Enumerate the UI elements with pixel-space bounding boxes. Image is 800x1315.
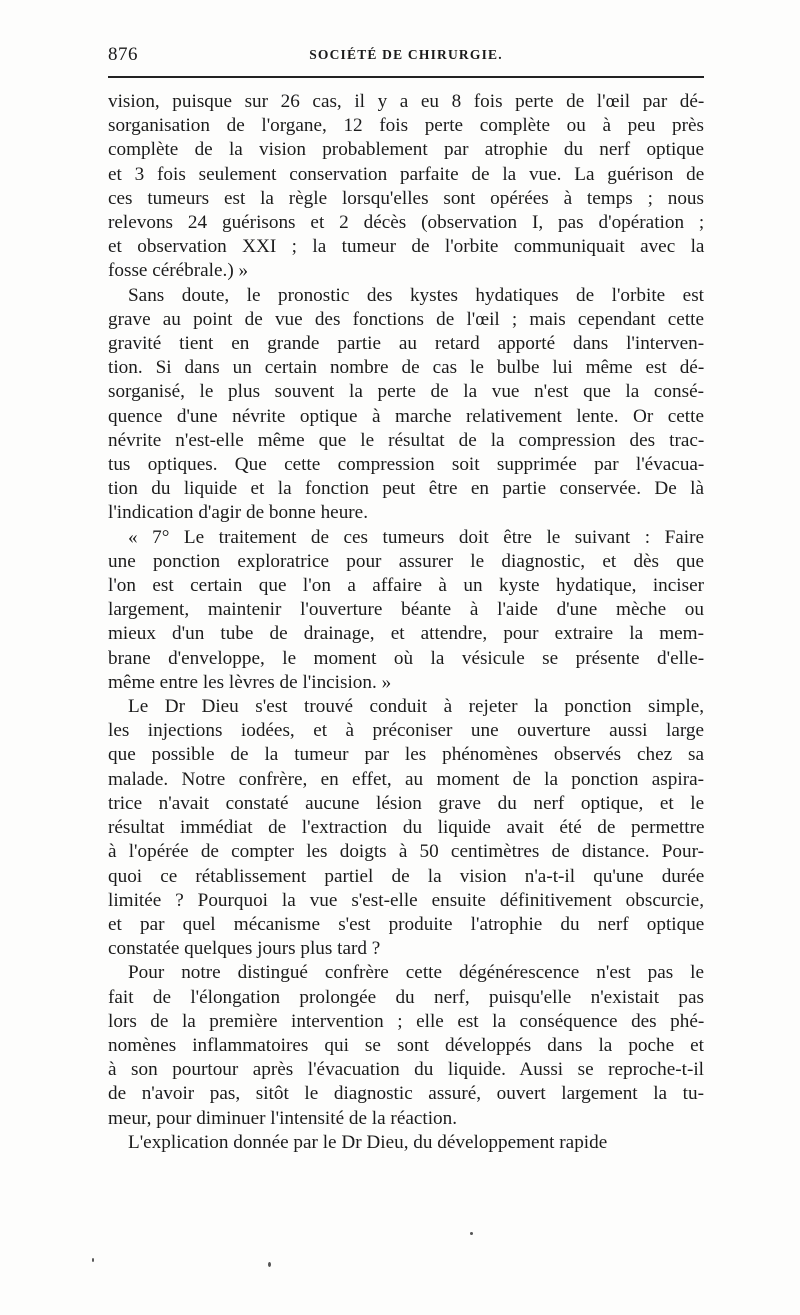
text-line: même entre les lèvres de l'incision. » (108, 671, 392, 693)
text-line: fosse cérébrale.) » (108, 260, 249, 282)
page-number: 876 (108, 44, 138, 65)
text-line: vision, puisque sur 26 cas, il y a eu 8 fois perte de l'œil par dé- (108, 91, 705, 112)
text-line: Pour notre distingué confrère cette dégénérescence n'est pas le (128, 962, 704, 984)
text-line: l'on est certain que l'on a affaire à un kyste hydatique, inciser (108, 575, 704, 597)
text-line: mieux d'un tube de drainage, et attendre, pour extraire la mem- (108, 623, 704, 645)
text-line: de n'avoir pas, sitôt le diagnostic assuré, ouvert largement la tu- (108, 1083, 704, 1105)
text-line: malade. Notre confrère, en effet, au moment de la ponction aspira- (108, 768, 704, 790)
text-line: et par quel mécanisme s'est produite l'atrophie du nerf optique (108, 913, 705, 935)
text-line: une ponction exploratrice pour assurer le diagnostic, et dès que (108, 550, 704, 572)
text-line: tion du liquide et la fonction peut être en partie conservée. De là (108, 478, 704, 500)
text-line: névrite n'est-elle même que le résultat de la compression des trac- (108, 429, 705, 451)
text-line: tion. Si dans un certain nombre de cas le bulbe lui même est dé- (108, 357, 705, 379)
paragraph (108, 961, 704, 1130)
text-line: limitée ? Pourquoi la vue s'est-elle ensuite définitivement obscurcie, (108, 889, 704, 911)
header-rule (108, 76, 704, 78)
text-line: les injections iodées, et à préconiser une ouverture aussi large (108, 720, 704, 742)
text-line: L'explication donnée par le Dr Dieu, du développement rapide (128, 1131, 608, 1153)
text-line: quoi ce rétablissement partiel de la vision n'a-t-il qu'une durée (108, 865, 705, 887)
ink-speck (92, 1258, 94, 1262)
text-line: ces tumeurs est la règle lorsqu'elles sont opérées à temps ; nous (108, 187, 704, 209)
body-text (108, 90, 704, 1155)
paragraph (108, 1131, 704, 1155)
text-line: gravité tient en grande partie au retard apporté dans l'interven- (108, 333, 705, 355)
text-line: complète de la vision probablement par atrophie du nerf optique (108, 139, 704, 161)
text-line: sorganisé, le plus souvent la perte de la vue n'est que la consé- (108, 381, 704, 403)
text-line: à son pourtour après l'évacuation du liquide. Aussi se reproche-t-il (108, 1059, 704, 1081)
page-header (108, 44, 704, 72)
text-line: fait de l'élongation prolongée du nerf, puisqu'elle n'existait pas (108, 986, 704, 1008)
text-line: sorganisation de l'organe, 12 fois perte complète ou à peu près (108, 115, 704, 137)
text-line: trice n'avait constaté aucune lésion grave du nerf optique, et le (108, 792, 705, 814)
paragraph (108, 695, 704, 961)
text-line: tus optiques. Que cette compression soit supprimée par l'évacua- (108, 454, 705, 476)
ink-speck (268, 1262, 271, 1267)
text-line: Sans doute, le pronostic des kystes hydatiques de l'orbite est (128, 284, 704, 306)
running-title: SOCIÉTÉ DE CHIRURGIE. (309, 47, 503, 62)
text-line: quence d'une névrite optique à marche relativement lente. Or cette (108, 405, 704, 427)
paragraph (108, 526, 704, 695)
paragraph (108, 284, 704, 526)
text-line: grave au point de vue des fonctions de l'œil ; mais cependant cette (108, 308, 704, 330)
text-line: lors de la première intervention ; elle est la conséquence des phé- (108, 1010, 705, 1032)
text-line: nomènes inflammatoires qui se sont développés dans la poche et (108, 1034, 705, 1056)
text-line: Le Dr Dieu s'est trouvé conduit à rejeter la ponction simple, (128, 696, 705, 718)
text-line: « 7° Le traitement de ces tumeurs doit être le suivant : Faire (128, 526, 704, 548)
text-line: et observation XXI ; la tumeur de l'orbite communiquait avec la (108, 236, 705, 258)
text-line: brane d'enveloppe, le moment où la vésicule se présente d'elle- (108, 647, 705, 669)
text-line: meur, pour diminuer l'intensité de la réaction. (108, 1107, 458, 1129)
text-line: et 3 fois seulement conservation parfaite de la vue. La guérison de (108, 163, 705, 185)
ink-speck (470, 1232, 473, 1235)
text-line: résultat immédiat de l'extraction du liquide avait été de permettre (108, 817, 705, 839)
text-line: à l'opérée de compter les doigts à 50 centimètres de distance. Pour- (108, 841, 704, 863)
text-line: constatée quelques jours plus tard ? (108, 938, 381, 960)
text-line: largement, maintenir l'ouverture béante à l'aide d'une mèche ou (108, 599, 704, 621)
text-line: relevons 24 guérisons et 2 décès (observation I, pas d'opération ; (108, 212, 705, 234)
text-line: l'indication d'agir de bonne heure. (108, 502, 368, 524)
paragraph (108, 90, 704, 284)
text-line: que possible de la tumeur par les phénomènes observés chez sa (108, 744, 704, 766)
